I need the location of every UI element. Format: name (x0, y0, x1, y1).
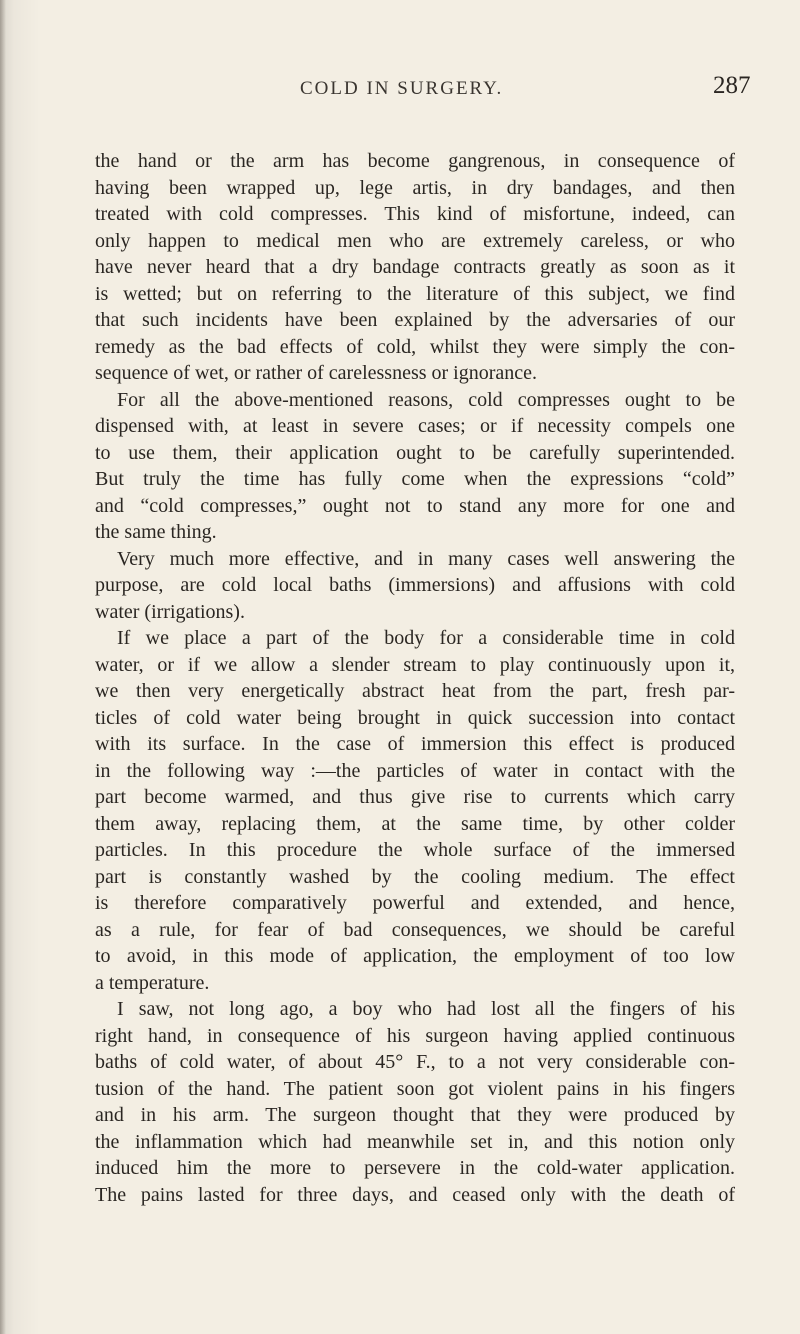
text-line: having been wrapped up, lege artis, in dry bandages, and then (95, 176, 735, 199)
paragraph-start-line: If we place a part of the body for a considerable time in cold (117, 627, 735, 649)
text-line: in the following way :—the particles of water in contact with the (95, 759, 735, 782)
text-line: purpose, are cold local baths (immersions) and affusions with cold (95, 574, 735, 596)
text-line: tusion of the hand. The patient soon got violent pains in his fingers (95, 1077, 735, 1100)
text-line: we then very energetically abstract heat from the part, fresh par- (95, 680, 735, 702)
text-line: The pains lasted for three days, and ceased only with the death of (95, 1183, 735, 1206)
running-head: COLD IN SURGERY. (300, 78, 504, 99)
body-text (95, 148, 735, 1208)
text-line: water (irrigations). (95, 600, 245, 623)
text-line: and “cold compresses,” ought not to stand any more for one and (95, 494, 735, 517)
text-line: water, or if we allow a slender stream to play continuously upon it, (95, 653, 735, 676)
text-line: part is constantly washed by the cooling medium. The effect (95, 865, 735, 888)
gutter-shadow (0, 0, 6, 1334)
text-line: them away, replacing them, at the same time, by other colder (95, 812, 735, 835)
text-line: the hand or the arm has become gangrenous, in consequence of (95, 150, 735, 172)
text-line: dispensed with, at least in severe cases; or if necessity compels one (95, 415, 735, 437)
text-line: ticles of cold water being brought in quick succession into contact (95, 706, 735, 729)
text-line: the same thing. (95, 521, 217, 543)
text-line: that such incidents have been explained by the adversaries of our (95, 309, 735, 331)
text-line: only happen to medical men who are extremely careless, or who (95, 229, 735, 252)
text-line: with its surface. In the case of immersion this effect is produced (95, 733, 735, 755)
paragraph-start-line: Very much more effective, and in many cases well answering the (117, 547, 735, 570)
text-line: the inflammation which had meanwhile set in, and this notion only (95, 1130, 735, 1153)
paragraph-start-line: I saw, not long ago, a boy who had lost all the fingers of his (117, 998, 735, 1020)
text-line: to use them, their application ought to be carefully superintended. (95, 441, 735, 464)
text-line: as a rule, for fear of bad consequences, we should be careful (95, 918, 735, 941)
text-line: remedy as the bad effects of cold, whilst they were simply the con- (95, 335, 735, 358)
text-line: part become warmed, and thus give rise to currents which carry (95, 786, 735, 808)
text-line: and in his arm. The surgeon thought that they were produced by (95, 1104, 735, 1126)
text-line: baths of cold water, of about 45° F., to a not very considerable con- (95, 1051, 735, 1073)
text-line: induced him the more to persevere in the cold-water application. (95, 1157, 735, 1179)
text-line: particles. In this procedure the whole surface of the immersed (95, 839, 735, 861)
text-line: But truly the time has fully come when the expressions “cold” (95, 468, 735, 490)
paragraph-start-line: For all the above-mentioned reasons, cold compresses ought to be (117, 388, 735, 411)
text-line: have never heard that a dry bandage contracts greatly as soon as it (95, 256, 735, 278)
text-line: is therefore comparatively powerful and extended, and hence, (95, 892, 735, 914)
text-line: a temperature. (95, 971, 210, 994)
text-line: to avoid, in this mode of application, the employment of too low (95, 945, 735, 967)
text-line: sequence of wet, or rather of carelessness or ignorance. (95, 362, 538, 384)
page-number: 287 (713, 72, 751, 99)
text-line: is wetted; but on referring to the literature of this subject, we find (95, 282, 735, 305)
text-line: treated with cold compresses. This kind of misfortune, indeed, can (95, 203, 735, 225)
text-line: right hand, in consequence of his surgeon having applied continuous (95, 1024, 735, 1047)
